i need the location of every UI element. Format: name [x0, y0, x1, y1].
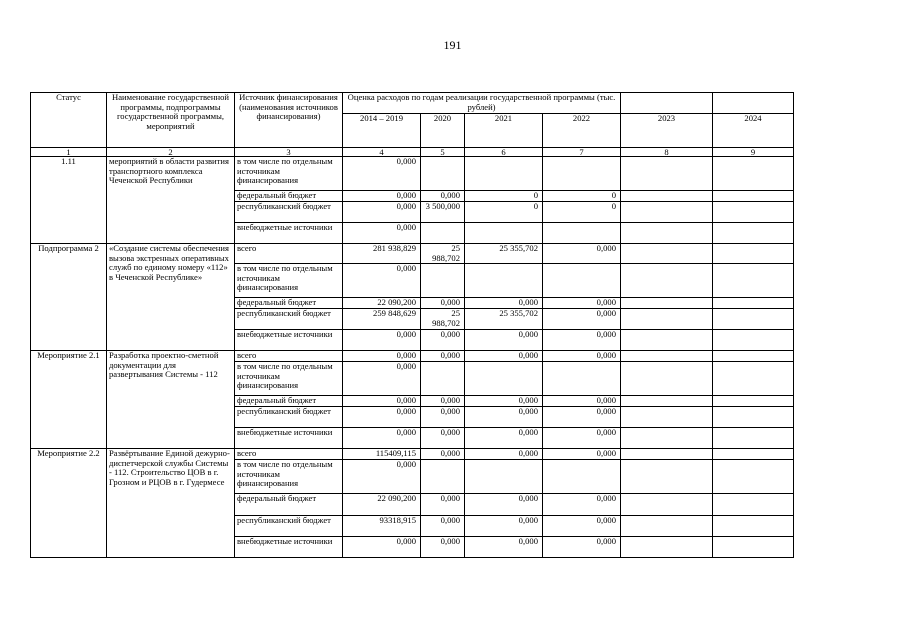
value-cell: 0,000 [343, 330, 421, 351]
header-year: 2021 [465, 114, 543, 148]
value-cell: 25 355,702 [465, 309, 543, 330]
value-cell: 0,000 [543, 449, 621, 460]
value-cell: 0,000 [421, 351, 465, 362]
value-cell [465, 362, 543, 396]
value-cell: 0,000 [543, 309, 621, 330]
value-cell: 0,000 [421, 494, 465, 516]
value-cell [543, 223, 621, 244]
value-cell: 0,000 [343, 537, 421, 558]
value-cell [713, 157, 794, 191]
value-cell: 0,000 [421, 516, 465, 537]
column-number: 4 [343, 148, 421, 157]
program-name-cell: Развёртывание Единой дежурно-диспетчерской службы Системы - 112. Строительство ЦОВ в г. Грозном и РЦОВ в г. Гудермесе [107, 449, 235, 558]
source-cell: внебюджетные источники [235, 428, 343, 449]
budget-table [30, 92, 794, 558]
value-cell: 0,000 [343, 351, 421, 362]
value-cell [621, 516, 713, 537]
value-cell [621, 449, 713, 460]
value-cell: 0,000 [421, 396, 465, 407]
value-cell: 0,000 [421, 330, 465, 351]
source-cell: республиканский бюджет [235, 516, 343, 537]
header-program-name: Наименование государственной программы, подпрограммы государственной программы, мероприятий [107, 93, 235, 148]
value-cell: 0,000 [543, 330, 621, 351]
value-cell: 0,000 [421, 407, 465, 428]
source-cell: внебюджетные источники [235, 223, 343, 244]
value-cell [621, 330, 713, 351]
value-cell [543, 264, 621, 298]
table-body [31, 157, 794, 558]
column-number: 9 [713, 148, 794, 157]
source-cell: в том числе по отдельным источникам финансирования [235, 460, 343, 494]
value-cell: 115409,115 [343, 449, 421, 460]
value-cell: 0 [465, 191, 543, 202]
value-cell: 0,000 [421, 449, 465, 460]
value-cell [621, 157, 713, 191]
value-cell [621, 407, 713, 428]
value-cell: 25 355,702 [465, 244, 543, 264]
value-cell: 0,000 [465, 449, 543, 460]
status-cell: Мероприятие 2.1 [31, 351, 107, 449]
value-cell: 0,000 [543, 537, 621, 558]
value-cell [713, 362, 794, 396]
value-cell: 0,000 [465, 330, 543, 351]
value-cell: 0,000 [543, 351, 621, 362]
value-cell [621, 460, 713, 494]
status-cell: Мероприятие 2.2 [31, 449, 107, 558]
value-cell: 93318,915 [343, 516, 421, 537]
value-cell: 25 988,702 [421, 309, 465, 330]
value-cell [713, 428, 794, 449]
value-cell: 0 [465, 202, 543, 223]
value-cell [621, 244, 713, 264]
value-cell [713, 516, 794, 537]
header-year: 2020 [421, 114, 465, 148]
source-cell: внебюджетные источники [235, 330, 343, 351]
header-source: Источник финансирования (наименования источников финансирования) [235, 93, 343, 148]
value-cell: 281 938,829 [343, 244, 421, 264]
value-cell [421, 362, 465, 396]
header-year: 2014 – 2019 [343, 114, 421, 148]
column-number: 3 [235, 148, 343, 157]
value-cell [465, 223, 543, 244]
column-number: 1 [31, 148, 107, 157]
value-cell [543, 460, 621, 494]
value-cell: 0,000 [465, 298, 543, 309]
status-cell: 1.11 [31, 157, 107, 244]
source-cell: всего [235, 351, 343, 362]
value-cell [621, 537, 713, 558]
source-cell: республиканский бюджет [235, 202, 343, 223]
value-cell: 22 090,200 [343, 494, 421, 516]
value-cell [713, 396, 794, 407]
header-year: 2023 [621, 114, 713, 148]
value-cell: 25 988,702 [421, 244, 465, 264]
table-row [31, 157, 794, 191]
value-cell [621, 298, 713, 309]
value-cell [465, 460, 543, 494]
value-cell [621, 309, 713, 330]
status-cell: Подпрограмма 2 [31, 244, 107, 351]
value-cell [713, 244, 794, 264]
value-cell [713, 351, 794, 362]
value-cell: 0,000 [543, 396, 621, 407]
value-cell: 0,000 [343, 407, 421, 428]
value-cell [465, 264, 543, 298]
source-cell: в том числе по отдельным источникам финансирования [235, 264, 343, 298]
page-number: 191 [443, 38, 462, 52]
value-cell: 3 500,000 [421, 202, 465, 223]
value-cell [713, 330, 794, 351]
value-cell: 22 090,200 [343, 298, 421, 309]
value-cell: 0,000 [343, 264, 421, 298]
header-year: 2022 [543, 114, 621, 148]
value-cell [713, 264, 794, 298]
value-cell [713, 494, 794, 516]
value-cell: 0,000 [421, 298, 465, 309]
value-cell: 0,000 [465, 428, 543, 449]
value-cell: 0,000 [421, 537, 465, 558]
source-cell: федеральный бюджет [235, 298, 343, 309]
value-cell [465, 157, 543, 191]
value-cell: 0,000 [421, 191, 465, 202]
value-cell [713, 191, 794, 202]
value-cell: 0,000 [343, 362, 421, 396]
value-cell: 0,000 [343, 428, 421, 449]
program-name-cell: Разработка проектно-сметной документации для развертывания Системы - 112 [107, 351, 235, 449]
header-blank-8 [621, 93, 713, 114]
table-row [31, 351, 794, 362]
value-cell [713, 537, 794, 558]
value-cell [621, 428, 713, 449]
value-cell [421, 264, 465, 298]
table-row [31, 449, 794, 460]
value-cell [621, 396, 713, 407]
value-cell: 0,000 [543, 244, 621, 264]
table-row [31, 244, 794, 264]
value-cell [713, 449, 794, 460]
value-cell [621, 362, 713, 396]
value-cell: 259 848,629 [343, 309, 421, 330]
value-cell [543, 362, 621, 396]
value-cell [421, 460, 465, 494]
source-cell: республиканский бюджет [235, 407, 343, 428]
value-cell [713, 460, 794, 494]
source-cell: в том числе по отдельным источникам финансирования [235, 362, 343, 396]
value-cell: 0,000 [543, 428, 621, 449]
value-cell: 0,000 [465, 351, 543, 362]
value-cell: 0,000 [465, 537, 543, 558]
column-number: 7 [543, 148, 621, 157]
value-cell: 0,000 [543, 298, 621, 309]
value-cell: 0,000 [465, 494, 543, 516]
source-cell: всего [235, 244, 343, 264]
value-cell [621, 202, 713, 223]
value-cell: 0,000 [465, 407, 543, 428]
source-cell: внебюджетные источники [235, 537, 343, 558]
value-cell [713, 298, 794, 309]
value-cell [621, 494, 713, 516]
source-cell: федеральный бюджет [235, 494, 343, 516]
value-cell: 0,000 [343, 157, 421, 191]
value-cell: 0,000 [543, 516, 621, 537]
value-cell: 0 [543, 202, 621, 223]
value-cell: 0,000 [465, 516, 543, 537]
column-number: 6 [465, 148, 543, 157]
header-estimate: Оценка расходов по годам реализации государственной программы (тыс. рублей) [343, 93, 621, 114]
value-cell [713, 309, 794, 330]
value-cell: 0,000 [343, 202, 421, 223]
value-cell: 0,000 [543, 494, 621, 516]
header-year: 2024 [713, 114, 794, 148]
column-number: 5 [421, 148, 465, 157]
header-blank-9 [713, 93, 794, 114]
column-number-row [31, 148, 794, 157]
value-cell [621, 264, 713, 298]
value-cell: 0,000 [421, 428, 465, 449]
value-cell [713, 407, 794, 428]
column-number: 8 [621, 148, 713, 157]
column-number: 2 [107, 148, 235, 157]
source-cell: федеральный бюджет [235, 396, 343, 407]
header-status: Статус [31, 93, 107, 148]
value-cell [543, 157, 621, 191]
value-cell [621, 223, 713, 244]
value-cell [621, 191, 713, 202]
value-cell: 0,000 [465, 396, 543, 407]
value-cell [713, 202, 794, 223]
source-cell: федеральный бюджет [235, 191, 343, 202]
value-cell [421, 223, 465, 244]
value-cell [621, 351, 713, 362]
value-cell: 0,000 [343, 460, 421, 494]
value-cell [713, 223, 794, 244]
source-cell: республиканский бюджет [235, 309, 343, 330]
value-cell: 0,000 [343, 191, 421, 202]
value-cell: 0,000 [343, 396, 421, 407]
value-cell: 0,000 [543, 407, 621, 428]
source-cell: всего [235, 449, 343, 460]
value-cell: 0 [543, 191, 621, 202]
value-cell: 0,000 [343, 223, 421, 244]
value-cell [421, 157, 465, 191]
program-name-cell: «Создание системы обеспечения вызова экстренных оперативных служб по единому номеру «112» в Чеченской Республике» [107, 244, 235, 351]
source-cell: в том числе по отдельным источникам финансирования [235, 157, 343, 191]
program-name-cell: мероприятий в области развития транспортного комплекса Чеченской Республики [107, 157, 235, 244]
